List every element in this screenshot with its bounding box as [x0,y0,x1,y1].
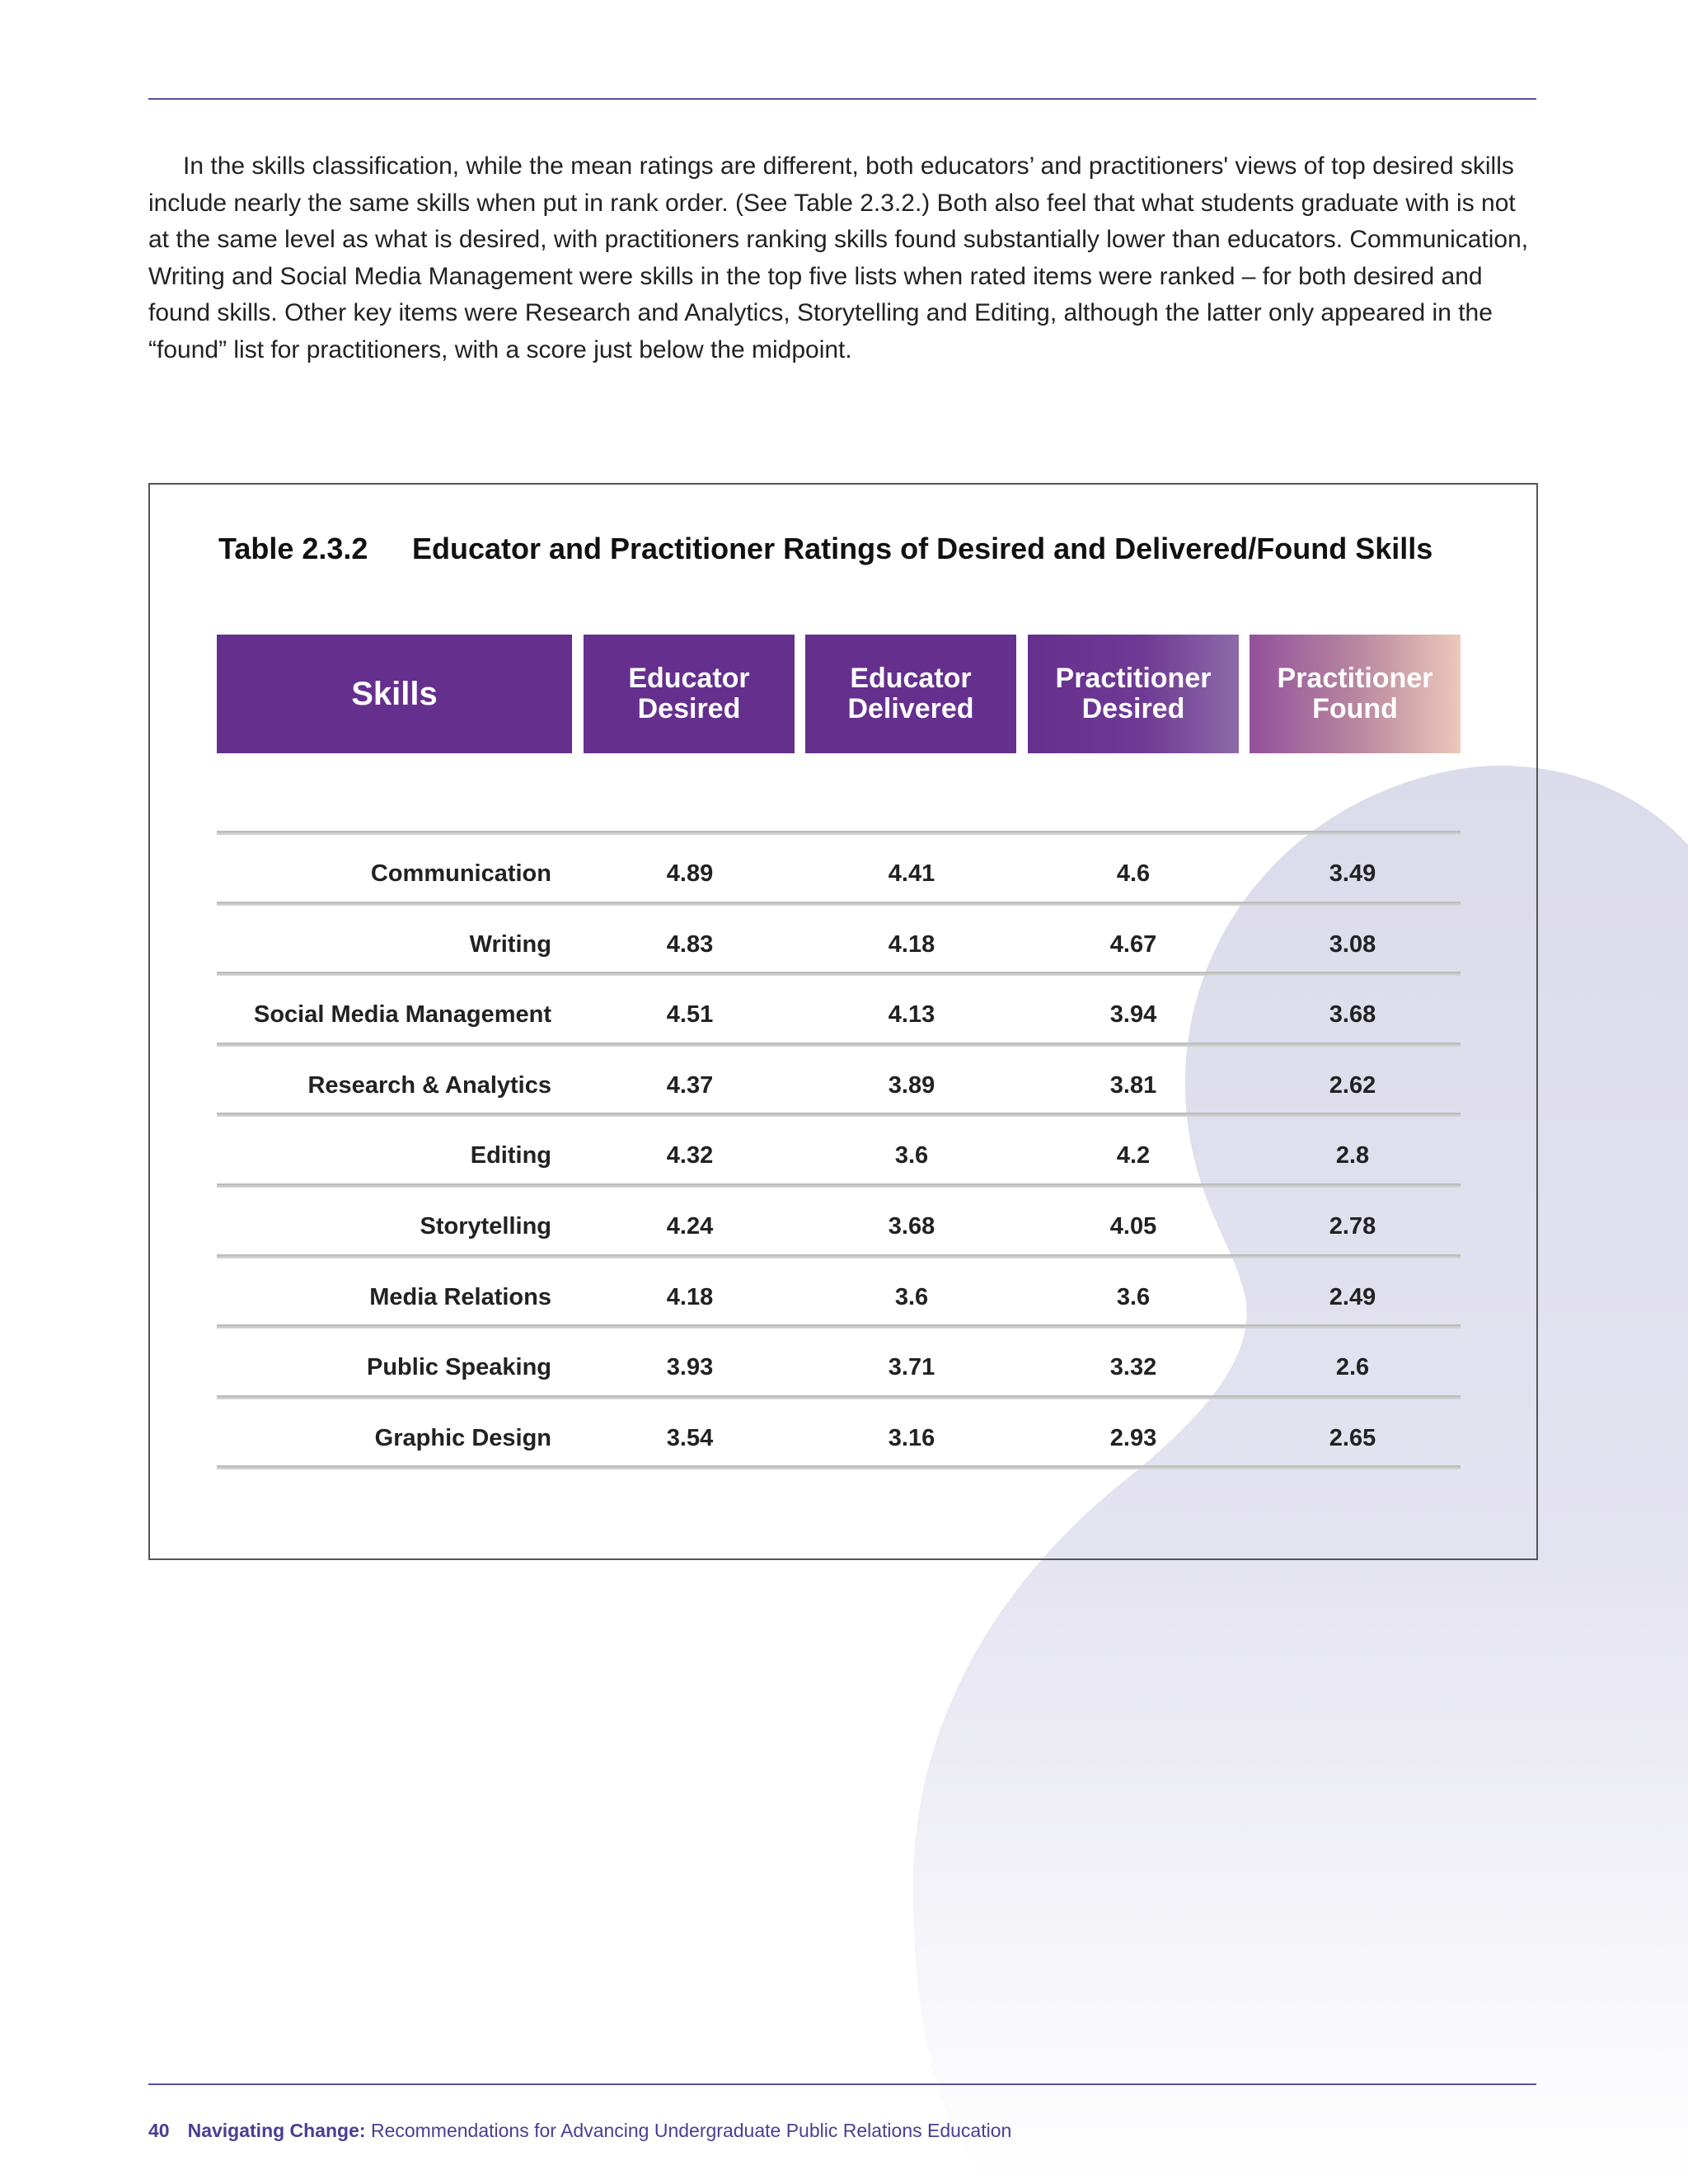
header-line: Educator [628,663,750,694]
row-divider [217,1254,1461,1258]
rating-value: 3.54 [666,1424,714,1451]
table-number: Table 2.3.2 [218,532,368,565]
row-divider [217,1324,1461,1329]
rating-value: 2.78 [1329,1213,1376,1240]
rating-value: 4.51 [666,1001,714,1029]
header-line: Desired [637,693,741,724]
row-divider [217,902,1461,906]
rating-value: 3.94 [1109,1001,1157,1029]
skill-name: Graphic Design [374,1424,551,1451]
rating-value: 3.93 [666,1354,714,1381]
rating-value: 2.8 [1335,1142,1370,1169]
rating-value: 3.68 [1329,1001,1376,1029]
row-divider [217,1113,1461,1117]
skill-name: Writing [469,930,551,958]
bottom-rule [148,2083,1536,2085]
rating-value: 3.6 [894,1142,929,1169]
rating-value: 3.49 [1329,860,1376,887]
rating-value: 3.81 [1109,1071,1157,1099]
rating-value: 4.41 [888,860,935,887]
rating-value: 4.32 [666,1142,714,1169]
rating-value: 4.05 [1109,1213,1157,1240]
table-title: Educator and Practitioner Ratings of Desired and Delivered/Found Skills [412,532,1433,565]
row-divider [217,1043,1461,1047]
rating-value: 4.24 [666,1213,714,1240]
rating-value: 3.16 [888,1424,935,1451]
row-divider [217,831,1461,835]
document-subtitle: Recommendations for Advancing Undergraduate Public Relations Education [365,2120,1012,2141]
row-divider [217,1395,1461,1399]
rating-value: 3.68 [888,1213,935,1240]
row-divider [217,972,1461,976]
rating-value: 4.18 [888,930,935,958]
rating-value: 4.83 [666,930,714,958]
rating-value: 3.08 [1329,930,1376,958]
skill-name: Storytelling [420,1213,551,1240]
skill-name: Public Speaking [367,1354,551,1381]
rating-value: 3.6 [894,1283,929,1310]
rating-value: 2.62 [1329,1071,1376,1099]
header-line: Delivered [847,693,974,724]
header-practitioner-desired [1028,635,1239,753]
skill-name: Editing [470,1142,551,1169]
rating-value: 2.6 [1335,1354,1370,1381]
intro-paragraph: In the skills classification, while the mean ratings are different, both educators’ and practitioners' views of top desired skills include nearly the same skills when put in rank order. (See Table 2.3.2.) Both also feel that what students graduate with is not at the same level as what is desired, with practitioners ranking skills found substantially lower than educators. Communication, Writing and Social Media Management were skills in the top five lists when rated items were ranked – for both desired and found skills. Other key items were Research and Analytics, Storytelling and Editing, although the latter only appeared in the “found” list for practitioners, with a score just below the midpoint. [148,152,1529,363]
header-line: Educator [850,663,972,694]
page-footer [148,2120,1011,2142]
row-divider [217,1183,1461,1188]
header-line: Desired [1081,693,1185,724]
rating-value: 2.65 [1329,1424,1376,1451]
rating-value: 3.89 [888,1071,935,1099]
rating-value: 3.71 [888,1354,935,1381]
rating-value: 4.2 [1116,1142,1151,1169]
rating-value: 4.67 [1109,930,1157,958]
rating-value: 2.93 [1109,1424,1157,1451]
top-rule [148,98,1536,100]
header-line: Found [1312,693,1398,724]
skill-name: Media Relations [369,1283,551,1310]
document-title: Navigating Change: [187,2120,366,2141]
row-divider [217,1465,1461,1469]
header-educator-delivered [805,635,1016,753]
rating-value: 4.13 [888,1001,935,1029]
skill-name: Communication [370,860,551,887]
rating-value: 4.89 [666,860,714,887]
header-skills: Skills [217,635,572,753]
rating-value: 4.6 [1116,860,1151,887]
rating-value: 4.18 [666,1283,714,1310]
skill-name: Social Media Management [254,1001,551,1029]
rating-value: 4.37 [666,1071,714,1099]
rating-value: 3.6 [1116,1283,1151,1310]
page-number: 40 [148,2120,170,2141]
header-educator-desired [584,635,795,753]
header-line: Practitioner [1055,663,1212,694]
skill-name: Research & Analytics [307,1071,551,1099]
rating-value: 3.32 [1109,1354,1157,1381]
header-practitioner-found [1250,635,1461,753]
rating-value: 2.49 [1329,1283,1376,1310]
header-line: Practitioner [1277,663,1433,694]
